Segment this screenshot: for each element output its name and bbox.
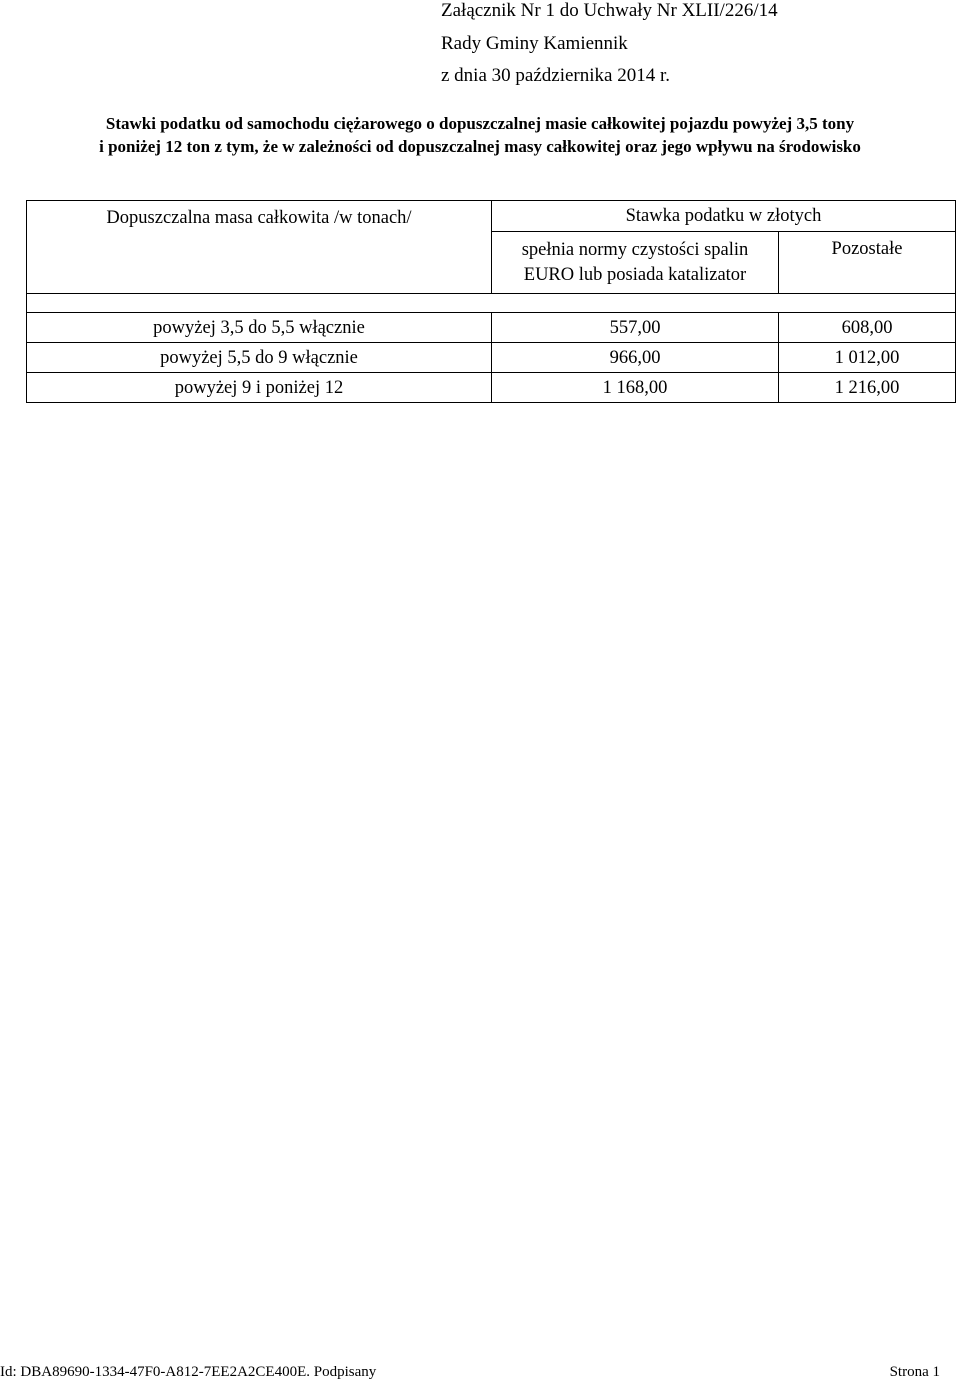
other-rate-cell: 1 216,00	[779, 373, 956, 403]
other-subheader: Pozostałe	[779, 232, 956, 294]
table-row	[27, 313, 956, 343]
resolution-date: z dnia 30 października 2014 r.	[441, 65, 670, 86]
document-id-footer: Id: DBA89690-1334-47F0-A812-7EE2A2CE400E. Podpisany	[0, 1364, 377, 1380]
table-header-row	[27, 201, 956, 232]
page-number-footer: Strona 1	[889, 1364, 940, 1380]
euro-subheader: spełnia normy czystości spalin EURO lub posiada katalizator	[492, 232, 779, 294]
document-title-line-2: i poniżej 12 ton z tym, że w zależności od dopuszczalnej masy całkowitej oraz jego wpływu na środowisko	[99, 137, 861, 156]
table-row	[27, 373, 956, 403]
council-name: Rady Gminy Kamiennik	[441, 33, 628, 54]
table-spacer-row	[27, 294, 956, 313]
mass-cell: powyżej 9 i poniżej 12	[27, 373, 492, 403]
euro-rate-cell: 557,00	[492, 313, 779, 343]
mass-column-header: Dopuszczalna masa całkowita /w tonach/	[27, 201, 492, 294]
tax-rate-table	[26, 200, 956, 403]
euro-rate-cell: 1 168,00	[492, 373, 779, 403]
table-row	[27, 343, 956, 373]
other-rate-cell: 608,00	[779, 313, 956, 343]
annex-number: Załącznik Nr 1 do Uchwały Nr XLII/226/14	[441, 0, 778, 21]
spacer-cell	[27, 294, 956, 313]
rate-column-header: Stawka podatku w złotych	[492, 201, 956, 232]
other-rate-cell: 1 012,00	[779, 343, 956, 373]
euro-rate-cell: 966,00	[492, 343, 779, 373]
mass-cell: powyżej 3,5 do 5,5 włącznie	[27, 313, 492, 343]
mass-cell: powyżej 5,5 do 9 włącznie	[27, 343, 492, 373]
document-title-line-1: Stawki podatku od samochodu ciężarowego o dopuszczalnej masie całkowitej pojazdu powyżej 3,5 tony	[105, 114, 855, 133]
